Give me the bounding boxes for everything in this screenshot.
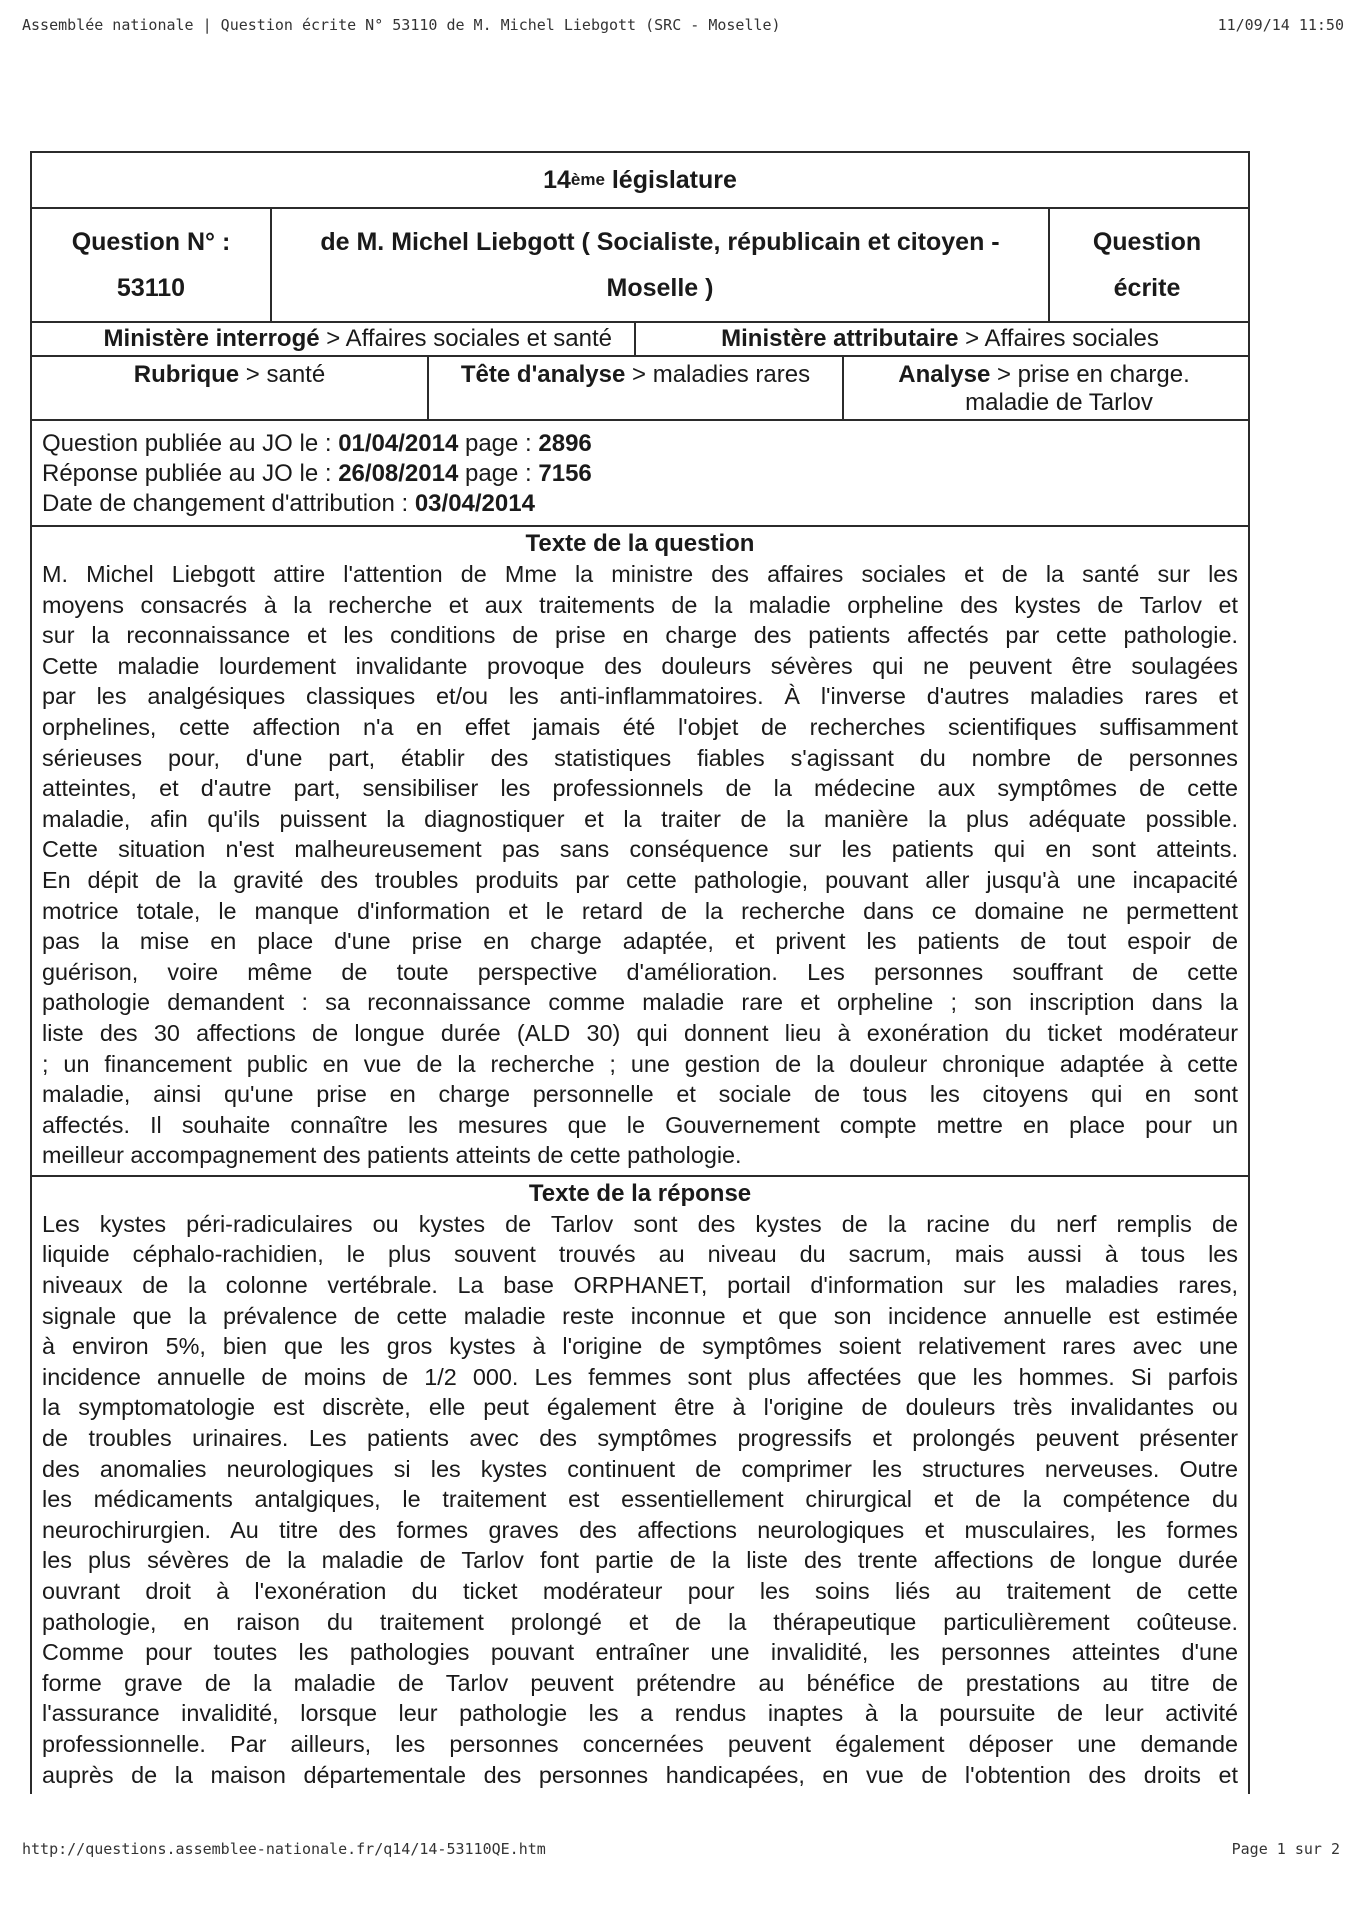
question-author-line2: Moselle ) <box>606 274 714 302</box>
response-page: 7156 <box>538 460 592 487</box>
legislature-word: législature <box>611 166 737 194</box>
question-type-cell <box>1050 209 1244 321</box>
response-line: signale que la prévalence de cette maladie reste inconnue et que son incidence annuelle est estimée <box>42 1302 1238 1329</box>
source-url: http://questions.assemblee-nationale.fr/q14/14-53110QE.htm <box>22 1840 546 1858</box>
attribution-change-label: Date de changement d'attribution : <box>42 490 415 517</box>
legislature-number: 14 <box>543 166 571 194</box>
response-published-date: 26/08/2014 <box>338 460 459 487</box>
question-header-row <box>32 209 1248 323</box>
response-line: Les kystes péri-radiculaires ou kystes de Tarlov sont des kystes de la racine du nerf remplis de <box>42 1210 1238 1237</box>
rubrique-cell <box>32 357 429 419</box>
publication-dates <box>32 421 1248 527</box>
response-line: Comme pour toutes les pathologies pouvant entraîner une invalidité, les personnes atteintes d'une <box>42 1639 1238 1666</box>
question-number: 53110 <box>116 274 186 302</box>
response-line: la symptomatologie est discrète, elle peut également être à l'origine de douleurs très invalidantes ou <box>42 1394 1238 1421</box>
response-line: des anomalies neurologiques si les kystes continuent de comprimer les structures nerveuses. Outre <box>42 1455 1238 1482</box>
question-line: liste des 30 affections de longue durée (ALD 30) qui donnent lieu à exonération du ticket modérateur <box>42 1019 1238 1046</box>
response-line: de troubles urinaires. Les patients avec des symptômes progressifs et prolongés peuvent présenter <box>42 1425 1238 1452</box>
ministere-interroge-label: Ministère interrogé <box>103 325 320 352</box>
question-line: pathologie demandent : sa reconnaissance comme maladie rare et orpheline ; son inscription dans la <box>42 989 1238 1016</box>
print-footer <box>22 1840 1340 1858</box>
response-line: les plus sévères de la maladie de Tarlov font partie de la liste des trente affections de longue durée <box>42 1547 1238 1574</box>
tete-analyse-value: > maladies rares <box>625 361 811 388</box>
question-line: maladie, afin qu'ils puissent la diagnostiquer et la traiter de la manière la plus adéquate possible. <box>42 805 1238 832</box>
question-type-line2: écrite <box>1113 274 1181 302</box>
analyse-label: Analyse <box>898 361 991 388</box>
question-text <box>42 559 1238 1171</box>
question-line: motrice totale, le manque d'information et le retard de la recherche dans ce domaine ne permettent <box>42 897 1238 924</box>
question-published-line <box>42 429 1238 459</box>
question-line: orphelines, cette affection n'a en effet jamais été l'objet de recherches scientifiques suffisamment <box>42 713 1238 740</box>
question-line: pas la mise en place d'une prise en charge adaptée, et privent les patients de tout espoir de <box>42 928 1238 955</box>
ministere-attributaire-label: Ministère attributaire <box>721 325 959 352</box>
question-line: meilleur accompagnement des patients atteints de cette pathologie. <box>42 1142 742 1169</box>
question-line: affectés. Il souhaite connaître les mesures que le Gouvernement compte mettre en place pour un <box>42 1111 1238 1138</box>
attribution-change-date: 03/04/2014 <box>414 490 535 517</box>
print-header <box>22 16 1344 34</box>
question-line: sur la reconnaissance et les conditions de prise en charge des patients affectés par cette pathologie. <box>42 622 1238 649</box>
tete-analyse-cell <box>429 357 844 419</box>
response-text <box>42 1209 1238 1790</box>
rubrique-label: Rubrique <box>133 361 240 388</box>
response-line: neurochirurgien. Au titre des formes graves des affections neurologiques et musculaires, les formes <box>42 1516 1238 1543</box>
rubrique-value: > santé <box>239 361 326 388</box>
question-published-date: 01/04/2014 <box>338 430 459 457</box>
question-title: Texte de la question <box>525 530 755 557</box>
question-number-cell <box>32 209 272 321</box>
question-line: Cette situation n'est malheureusement pas sans conséquence sur les patients qui en sont atteints. <box>42 836 1238 863</box>
response-page-label: page : <box>458 460 539 487</box>
question-author-line1: de M. Michel Liebgott ( Socialiste, républicain et citoyen - <box>320 228 1000 256</box>
question-section <box>32 527 1248 1177</box>
response-line: ouvrant droit à l'exonération du ticket modérateur pour les soins liés au traitement de cette <box>42 1578 1238 1604</box>
ministere-row <box>32 323 1248 357</box>
question-line: sérieuses pour, d'une part, établir des statistiques fiables s'agissant du nombre de personnes <box>42 744 1238 771</box>
ministere-interroge <box>32 323 636 355</box>
print-header-title: Assemblée nationale | Question écrite N° 53110 de M. Michel Liebgott (SRC - Moselle) <box>22 16 781 34</box>
analyse-value: > prise en charge. <box>990 361 1190 388</box>
question-type-line1: Question <box>1092 228 1202 256</box>
question-line: ; un financement public en vue de la recherche ; une gestion de la douleur chronique adaptée à cette <box>42 1050 1238 1077</box>
response-line: auprès de la maison départementale des personnes handicapées, en vue de l'obtention des droits et <box>42 1761 1238 1788</box>
legislature-suffix: ème <box>570 170 605 189</box>
response-section <box>32 1177 1248 1794</box>
ministere-attributaire-value: > Affaires sociales <box>958 325 1159 352</box>
page-indicator: Page 1 sur 2 <box>1231 1840 1340 1858</box>
analyse-cell <box>844 357 1244 419</box>
response-title: Texte de la réponse <box>528 1179 752 1207</box>
tete-analyse-label: Tête d'analyse <box>460 361 626 388</box>
analyse-value-2: maladie de Tarlov <box>965 389 1153 416</box>
response-published-label: Réponse publiée au JO le : <box>42 460 339 487</box>
question-line: par les analgésiques classiques et/ou les anti-inflammatoires. À l'inverse d'autres maladies rares et <box>42 683 1238 710</box>
question-line: Cette maladie lourdement invalidante provoque des douleurs sévères qui ne peuvent être soulagées <box>42 652 1238 679</box>
response-line: niveaux de la colonne vertébrale. La base ORPHANET, portail d'information sur les maladies rares, <box>42 1272 1238 1299</box>
question-line: En dépit de la gravité des troubles produits par cette pathologie, pouvant aller jusqu'à une incapacité <box>42 866 1238 893</box>
question-document <box>30 151 1250 1794</box>
legislature-header <box>32 153 1248 209</box>
ministere-interroge-value: > Affaires sociales et santé <box>319 325 612 352</box>
response-line: forme grave de la maladie de Tarlov peuvent prétendre au bénéfice de prestations au titre de <box>42 1669 1238 1696</box>
question-line: guérison, voire même de toute perspective d'amélioration. Les personnes souffrant de cette <box>42 958 1238 985</box>
question-line: maladie, ainsi qu'une prise en charge personnelle et sociale de tous les citoyens qui en sont <box>42 1081 1238 1108</box>
response-line: pathologie, en raison du traitement prolongé et de la thérapeutique particulièrement coûteuse. <box>42 1608 1238 1635</box>
response-line: incidence annuelle de moins de 1/2 000. Les femmes sont plus affectées que les hommes. Si parfois <box>42 1363 1238 1390</box>
question-line: atteintes, et d'autre part, sensibiliser les professionnels de la médecine aux symptômes de cette <box>42 775 1238 802</box>
response-line: à environ 5%, bien que les gros kystes à l'origine de symptômes soient relativement rares avec une <box>42 1333 1238 1360</box>
response-line: professionnelle. Par ailleurs, les personnes concernées peuvent également déposer une demande <box>42 1730 1238 1757</box>
response-line: liquide céphalo-rachidien, le plus souvent trouvés au niveau du sacrum, mais aussi à tous les <box>42 1241 1238 1268</box>
response-line: les médicaments antalgiques, le traitement est essentiellement chirurgical et de la compétence du <box>42 1486 1238 1513</box>
question-page-label: page : <box>458 430 539 457</box>
classification-row <box>32 357 1248 421</box>
response-line: l'assurance invalidité, lorsque leur pathologie les a rendus inaptes à la poursuite de leur activité <box>42 1700 1238 1727</box>
question-number-label: Question N° : <box>71 228 231 256</box>
question-line: M. Michel Liebgott attire l'attention de Mme la ministre des affaires sociales et de la santé sur les <box>42 561 1238 587</box>
ministere-attributaire <box>636 324 1244 354</box>
attribution-change-line <box>42 489 1238 519</box>
question-author-cell <box>272 209 1050 321</box>
print-header-datetime: 11/09/14 11:50 <box>1217 16 1344 34</box>
response-published-line <box>42 459 1238 489</box>
question-page: 2896 <box>538 430 592 457</box>
question-published-label: Question publiée au JO le : <box>42 430 339 457</box>
question-line: moyens consacrés à la recherche et aux traitements de la maladie orpheline des kystes de Tarlov et <box>42 591 1238 618</box>
